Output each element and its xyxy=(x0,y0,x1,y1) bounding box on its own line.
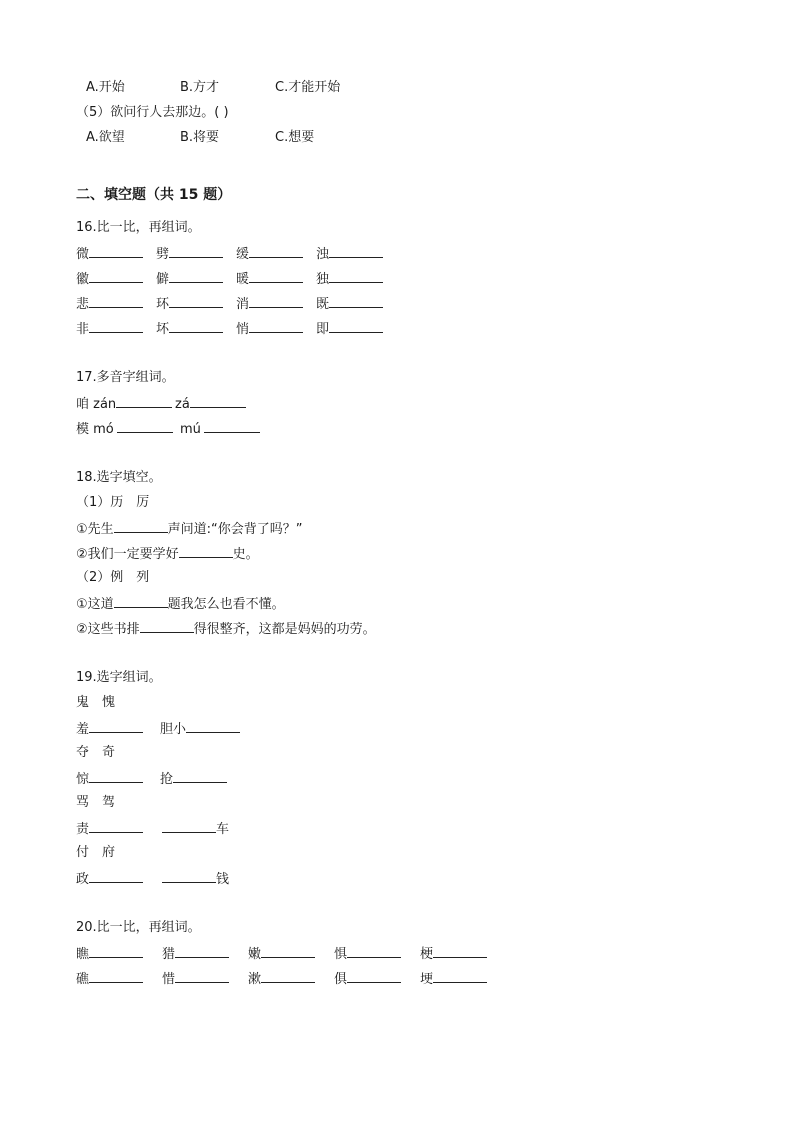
answer-blank[interactable] xyxy=(116,395,172,408)
q17-title: 17.多音字组词。 xyxy=(76,370,175,385)
q17-pinyin: zá xyxy=(175,397,190,412)
q18-sentence: ②这些书排 得很整齐，这都是妈妈的功劳。 xyxy=(76,622,376,637)
answer-blank[interactable] xyxy=(347,970,401,983)
answer-blank[interactable] xyxy=(89,270,143,283)
answer-blank[interactable] xyxy=(186,720,240,733)
answer-blank[interactable] xyxy=(249,245,303,258)
answer-blank[interactable] xyxy=(89,720,143,733)
answer-blank[interactable] xyxy=(89,870,143,883)
answer-blank[interactable] xyxy=(89,970,143,983)
option-a: A.欲望 xyxy=(86,130,125,145)
q16-char: 既 xyxy=(316,297,330,312)
q16-title: 16.比一比，再组词。 xyxy=(76,220,201,235)
answer-blank[interactable] xyxy=(169,320,223,333)
answer-blank[interactable] xyxy=(169,295,223,308)
answer-blank[interactable] xyxy=(114,595,168,608)
q19-choice-chars: 鬼 愧 xyxy=(76,695,116,710)
answer-blank[interactable] xyxy=(162,820,216,833)
answer-blank[interactable] xyxy=(175,970,229,983)
q17-pinyin: mú xyxy=(180,422,201,437)
q18-sentence: ②我们一定要学好 史。 xyxy=(76,547,259,562)
q19-choice-chars: 骂 驾 xyxy=(76,795,116,810)
q16-char: 僻 xyxy=(156,272,170,287)
option-b: B.方才 xyxy=(180,80,220,95)
q20-title: 20.比一比，再组词。 xyxy=(76,920,201,935)
section-title: 二、填空题（共 15 题） xyxy=(76,187,232,203)
option-c: C.才能开始 xyxy=(275,80,341,95)
q16-char: 即 xyxy=(316,322,330,337)
answer-blank[interactable] xyxy=(329,245,383,258)
answer-blank[interactable] xyxy=(190,395,246,408)
q16-char: 暖 xyxy=(236,272,250,287)
option-a: A.开始 xyxy=(86,80,125,95)
answer-blank[interactable] xyxy=(329,320,383,333)
q19-title: 19.选字组词。 xyxy=(76,670,162,685)
q16-char: 消 xyxy=(236,297,250,312)
answer-blank[interactable] xyxy=(175,945,229,958)
answer-blank[interactable] xyxy=(347,945,401,958)
q16-char: 缓 xyxy=(236,247,250,262)
answer-blank[interactable] xyxy=(117,420,173,433)
q18-part1-chars: （1）历 厉 xyxy=(76,495,150,510)
answer-blank[interactable] xyxy=(89,770,143,783)
q17-pinyin: 咱 zán xyxy=(76,397,117,412)
q16-char: 劈 xyxy=(156,247,170,262)
q16-char: 悄 xyxy=(236,322,250,337)
answer-blank[interactable] xyxy=(249,295,303,308)
answer-blank[interactable] xyxy=(173,770,227,783)
answer-blank[interactable] xyxy=(329,270,383,283)
answer-blank[interactable] xyxy=(89,945,143,958)
answer-blank[interactable] xyxy=(140,620,194,633)
option-c: C.想要 xyxy=(275,130,315,145)
q19-choice-chars: 夺 奇 xyxy=(76,745,116,760)
answer-blank[interactable] xyxy=(114,520,168,533)
q17-pinyin: 模 mó xyxy=(76,422,114,437)
option-b: B.将要 xyxy=(180,130,220,145)
q16-char: 微 xyxy=(76,247,90,262)
q15-5-question: （5）欲问行人去那边。( ) xyxy=(76,105,229,120)
answer-blank[interactable] xyxy=(261,945,315,958)
q18-sentence: ①先生 声问道:“你会背了吗？” xyxy=(76,522,303,537)
answer-blank[interactable] xyxy=(169,245,223,258)
q16-char: 非 xyxy=(76,322,90,337)
answer-blank[interactable] xyxy=(89,245,143,258)
answer-blank[interactable] xyxy=(162,870,216,883)
q19-choice-chars: 付 府 xyxy=(76,845,116,860)
answer-blank[interactable] xyxy=(89,295,143,308)
answer-blank[interactable] xyxy=(433,970,487,983)
answer-blank[interactable] xyxy=(89,820,143,833)
q18-part2-chars: （2）例 列 xyxy=(76,570,150,585)
q18-sentence: ①这道 题我怎么也看不懂。 xyxy=(76,597,285,612)
answer-blank[interactable] xyxy=(433,945,487,958)
q16-char: 坏 xyxy=(156,322,170,337)
q16-char: 环 xyxy=(156,297,170,312)
answer-blank[interactable] xyxy=(169,270,223,283)
answer-blank[interactable] xyxy=(89,320,143,333)
answer-blank[interactable] xyxy=(261,970,315,983)
answer-blank[interactable] xyxy=(179,545,233,558)
answer-blank[interactable] xyxy=(249,320,303,333)
answer-blank[interactable] xyxy=(329,295,383,308)
q16-char: 独 xyxy=(316,272,330,287)
q16-char: 浊 xyxy=(316,247,330,262)
q18-title: 18.选字填空。 xyxy=(76,470,162,485)
answer-blank[interactable] xyxy=(249,270,303,283)
q16-char: 徽 xyxy=(76,272,90,287)
answer-blank[interactable] xyxy=(204,420,260,433)
q16-char: 悲 xyxy=(76,297,90,312)
